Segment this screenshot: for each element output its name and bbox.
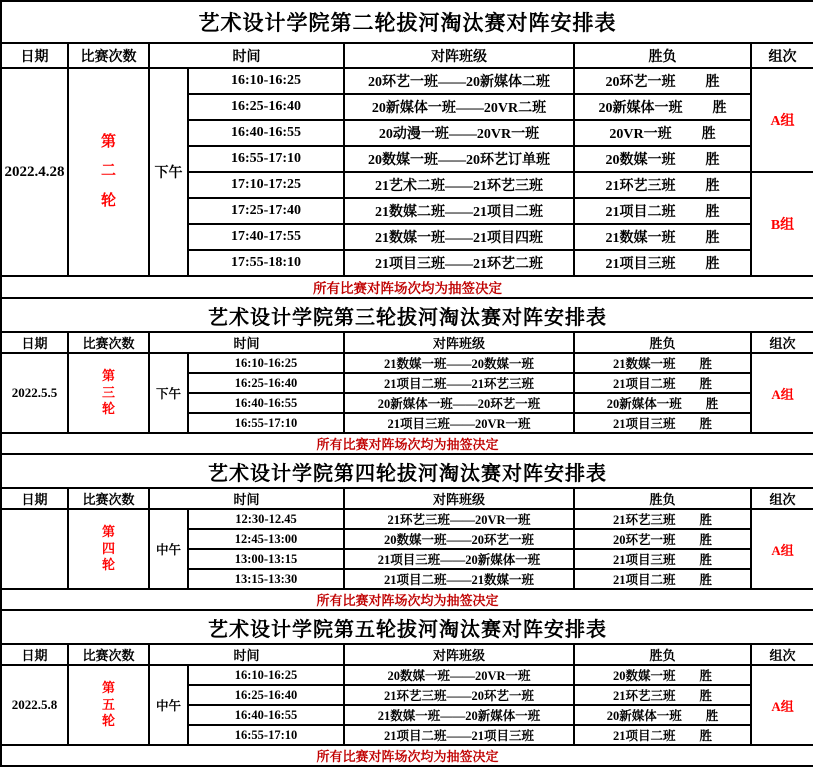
result-cell: [574, 549, 751, 569]
time-cell: 16:55-17:10: [188, 146, 344, 172]
result-cell: [574, 68, 751, 94]
round-label: 第五轮: [101, 679, 115, 729]
winner-text: 21项目三班: [605, 257, 676, 272]
table-title: 艺术设计学院第二轮拔河淘汰赛对阵安排表: [1, 1, 813, 43]
win-label: 胜: [705, 205, 720, 220]
winner-text: 21项目二班: [612, 573, 676, 587]
column-header-round: 比赛次数: [68, 43, 149, 68]
matchup-cell: 21数媒一班——20数媒一班: [344, 353, 574, 373]
result-cell: [574, 198, 751, 224]
result-cell: [574, 224, 751, 250]
win-label: 胜: [699, 357, 713, 371]
winner-text: 20新媒体一班: [606, 709, 682, 723]
column-header-group: 组次: [751, 644, 813, 665]
time-cell: 16:55-17:10: [188, 725, 344, 745]
time-cell: 16:10-16:25: [188, 68, 344, 94]
schedule-table-4: [0, 609, 813, 767]
column-header-time: 时间: [149, 332, 344, 353]
matchup-cell: 21数媒一班——21项目四班: [344, 224, 574, 250]
date-cell: 2022.4.28: [1, 68, 68, 276]
win-label: 胜: [705, 709, 719, 723]
column-header-matchup: 对阵班级: [344, 488, 574, 509]
win-label: 胜: [705, 231, 720, 246]
win-label: 胜: [699, 669, 713, 683]
note-cell: 所有比赛对阵场次均为抽签决定: [1, 745, 813, 766]
matchup-cell: 21数媒二班——21项目二班: [344, 198, 574, 224]
win-label: 胜: [705, 397, 719, 411]
win-label: 胜: [705, 179, 720, 194]
matchup-cell: 20新媒体一班——20环艺一班: [344, 393, 574, 413]
period-cell: 中午: [149, 509, 188, 589]
win-label: 胜: [699, 513, 713, 527]
time-cell: 12:45-13:00: [188, 529, 344, 549]
winner-text: 20数媒一班: [612, 669, 676, 683]
column-header-matchup: 对阵班级: [344, 644, 574, 665]
matchup-cell: 21项目三班——21环艺二班: [344, 250, 574, 276]
winner-text: 21数媒一班: [612, 357, 676, 371]
time-cell: 16:10-16:25: [188, 665, 344, 685]
winner-text: 20数媒一班: [605, 153, 676, 168]
date-cell: [1, 509, 68, 589]
group-cell: A组: [751, 665, 813, 745]
time-cell: 16:55-17:10: [188, 413, 344, 433]
column-header-result: 胜负: [574, 332, 751, 353]
column-header-date: 日期: [1, 488, 68, 509]
winner-text: 21项目二班: [605, 205, 676, 220]
result-cell: [574, 373, 751, 393]
matchup-cell: 21数媒一班——20新媒体一班: [344, 705, 574, 725]
win-label: 胜: [699, 417, 713, 431]
time-cell: 16:10-16:25: [188, 353, 344, 373]
column-header-time: 时间: [149, 644, 344, 665]
result-cell: [574, 393, 751, 413]
note-cell: 所有比赛对阵场次均为抽签决定: [1, 433, 813, 454]
group-cell: A组: [751, 353, 813, 433]
column-header-date: 日期: [1, 332, 68, 353]
winner-text: 21项目三班: [612, 553, 676, 567]
group-cell: B组: [751, 172, 813, 276]
column-header-time: 时间: [149, 488, 344, 509]
result-cell: [574, 529, 751, 549]
matchup-cell: 21项目三班——20VR一班: [344, 413, 574, 433]
winner-text: 21数媒一班: [605, 231, 676, 246]
column-header-group: 组次: [751, 332, 813, 353]
table-title: 艺术设计学院第三轮拔河淘汰赛对阵安排表: [1, 298, 813, 332]
win-label: 胜: [699, 377, 713, 391]
winner-text: 20新媒体一班: [606, 397, 682, 411]
column-header-round: 比赛次数: [68, 488, 149, 509]
column-header-matchup: 对阵班级: [344, 332, 574, 353]
schedule-table-2: [0, 297, 813, 455]
round-label: 第三轮: [101, 367, 115, 417]
win-label: 胜: [705, 75, 720, 90]
winner-text: 21环艺三班: [612, 689, 676, 703]
matchup-cell: 20新媒体一班——20VR二班: [344, 94, 574, 120]
column-header-result: 胜负: [574, 43, 751, 68]
column-header-round: 比赛次数: [68, 332, 149, 353]
column-header-result: 胜负: [574, 488, 751, 509]
win-label: 胜: [699, 689, 713, 703]
time-cell: 17:10-17:25: [188, 172, 344, 198]
winner-text: 21环艺三班: [605, 179, 676, 194]
time-cell: 12:30-12.45: [188, 509, 344, 529]
note-cell: 所有比赛对阵场次均为抽签决定: [1, 589, 813, 610]
win-label: 胜: [701, 127, 716, 142]
result-cell: [574, 509, 751, 529]
winner-text: 20环艺一班: [605, 75, 676, 90]
time-cell: 17:40-17:55: [188, 224, 344, 250]
table-title: 艺术设计学院第四轮拔河淘汰赛对阵安排表: [1, 454, 813, 488]
matchup-cell: 21环艺三班——20VR一班: [344, 509, 574, 529]
winner-text: 21项目三班: [612, 417, 676, 431]
note-cell: 所有比赛对阵场次均为抽签决定: [1, 276, 813, 298]
column-header-group: 组次: [751, 43, 813, 68]
period-cell: 下午: [149, 353, 188, 433]
matchup-cell: 21环艺三班——20环艺一班: [344, 685, 574, 705]
win-label: 胜: [705, 257, 720, 272]
round-cell: [68, 509, 149, 589]
round-cell: [68, 665, 149, 745]
column-header-date: 日期: [1, 644, 68, 665]
win-label: 胜: [699, 573, 713, 587]
matchup-cell: 20数媒一班——20VR一班: [344, 665, 574, 685]
winner-text: 20环艺一班: [612, 533, 676, 547]
time-cell: 16:40-16:55: [188, 120, 344, 146]
time-cell: 17:25-17:40: [188, 198, 344, 224]
winner-text: 21项目二班: [612, 377, 676, 391]
matchup-cell: 21项目二班——21项目三班: [344, 725, 574, 745]
matchup-cell: 21项目二班——21环艺三班: [344, 373, 574, 393]
round-label: 第二轮: [100, 134, 116, 209]
result-cell: [574, 685, 751, 705]
matchup-cell: 20环艺一班——20新媒体二班: [344, 68, 574, 94]
winner-text: 20新媒体一班: [598, 101, 683, 116]
result-cell: [574, 120, 751, 146]
column-header-result: 胜负: [574, 644, 751, 665]
result-cell: [574, 353, 751, 373]
result-cell: [574, 94, 751, 120]
result-cell: [574, 172, 751, 198]
matchup-cell: 21项目二班——21数媒一班: [344, 569, 574, 589]
result-cell: [574, 413, 751, 433]
time-cell: 13:15-13:30: [188, 569, 344, 589]
win-label: 胜: [699, 533, 713, 547]
result-cell: [574, 569, 751, 589]
matchup-cell: 20数媒一班——20环艺一班: [344, 529, 574, 549]
win-label: 胜: [705, 153, 720, 168]
time-cell: 16:25-16:40: [188, 94, 344, 120]
time-cell: 16:40-16:55: [188, 705, 344, 725]
date-cell: 2022.5.8: [1, 665, 68, 745]
column-header-group: 组次: [751, 488, 813, 509]
time-cell: 13:00-13:15: [188, 549, 344, 569]
winner-text: 21项目二班: [612, 729, 676, 743]
result-cell: [574, 725, 751, 745]
table-title: 艺术设计学院第五轮拔河淘汰赛对阵安排表: [1, 610, 813, 644]
result-cell: [574, 146, 751, 172]
matchup-cell: 21艺术二班——21环艺三班: [344, 172, 574, 198]
result-cell: [574, 250, 751, 276]
matchup-cell: 20数媒一班——20环艺订单班: [344, 146, 574, 172]
column-header-date: 日期: [1, 43, 68, 68]
time-cell: 16:25-16:40: [188, 373, 344, 393]
group-cell: A组: [751, 68, 813, 172]
column-header-time: 时间: [149, 43, 344, 68]
winner-text: 21环艺三班: [612, 513, 676, 527]
schedule-table-3: [0, 453, 813, 611]
win-label: 胜: [699, 553, 713, 567]
period-cell: 下午: [149, 68, 188, 276]
result-cell: [574, 665, 751, 685]
time-cell: 17:55-18:10: [188, 250, 344, 276]
schedule-table-1: [0, 0, 813, 299]
group-cell: A组: [751, 509, 813, 589]
period-cell: 中午: [149, 665, 188, 745]
time-cell: 16:40-16:55: [188, 393, 344, 413]
matchup-cell: 21项目三班——20新媒体一班: [344, 549, 574, 569]
round-cell: [68, 353, 149, 433]
winner-text: 20VR一班: [609, 127, 672, 142]
date-cell: 2022.5.5: [1, 353, 68, 433]
win-label: 胜: [699, 729, 713, 743]
time-cell: 16:25-16:40: [188, 685, 344, 705]
win-label: 胜: [712, 101, 727, 116]
matchup-cell: 20动漫一班——20VR一班: [344, 120, 574, 146]
round-cell: [68, 68, 149, 276]
round-label: 第四轮: [101, 523, 115, 573]
column-header-round: 比赛次数: [68, 644, 149, 665]
result-cell: [574, 705, 751, 725]
column-header-matchup: 对阵班级: [344, 43, 574, 68]
